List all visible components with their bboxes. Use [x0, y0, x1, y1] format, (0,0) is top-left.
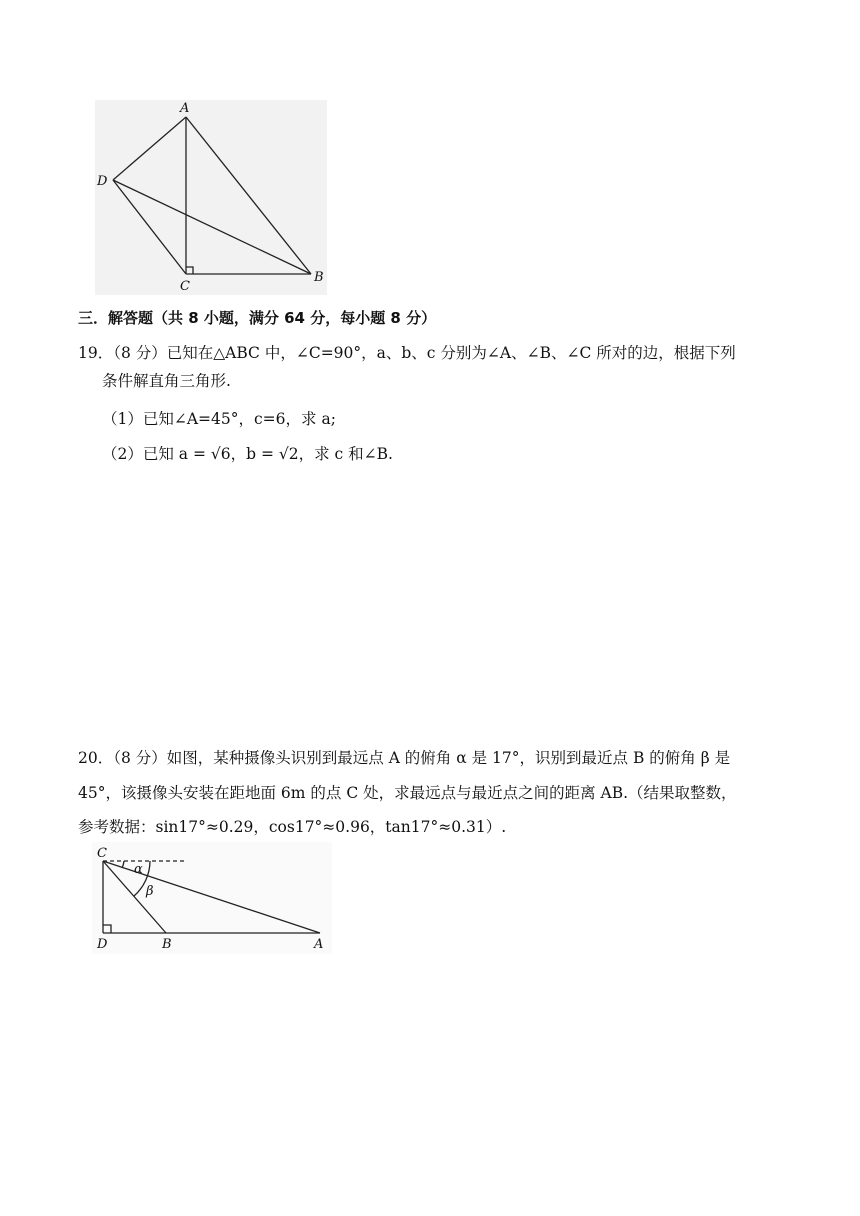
label-B: B [162, 937, 172, 952]
q19-part2: （2）已知 a = √6，b = √2，求 c 和∠B. [102, 445, 393, 463]
q20-stem-line3: 参考数据：sin17°≈0.29，cos17°≈0.96，tan17°≈0.31）. [78, 818, 507, 836]
label-beta: β [146, 884, 154, 899]
angle-arc-alpha [122, 861, 124, 868]
section3-title: 三．解答题（共 8 小题，满分 64 分，每小题 8 分） [78, 309, 437, 327]
q19-stem-line1: 19．（8 分）已知在△ABC 中，∠C=90°，a、b、c 分别为∠A、∠B、∠C 所对的边，根据下列 [78, 344, 736, 362]
label-D: D [97, 937, 108, 952]
label-A: A [314, 937, 324, 952]
q19-part1: （1）已知∠A=45°，c=6，求 a; [102, 410, 336, 428]
label-A: A [180, 101, 190, 116]
label-C: C [180, 279, 190, 294]
label-D: D [97, 174, 108, 189]
q20-stem-line1: 20．（8 分）如图，某种摄像头识别到最远点 A 的俯角 α 是 17°，识别到最近点 B 的俯角 β 是 [78, 749, 731, 767]
q19-stem-line2: 条件解直角三角形. [102, 372, 231, 390]
label-B: B [314, 270, 324, 285]
label-C: C [97, 846, 107, 861]
label-alpha: α [134, 862, 143, 877]
q20-stem-line2: 45°，该摄像头安装在距地面 6m 的点 C 处，求最远点与最近点之间的距离 AB.（结果取整数， [78, 784, 737, 802]
right-angle-mark-D [103, 925, 111, 933]
